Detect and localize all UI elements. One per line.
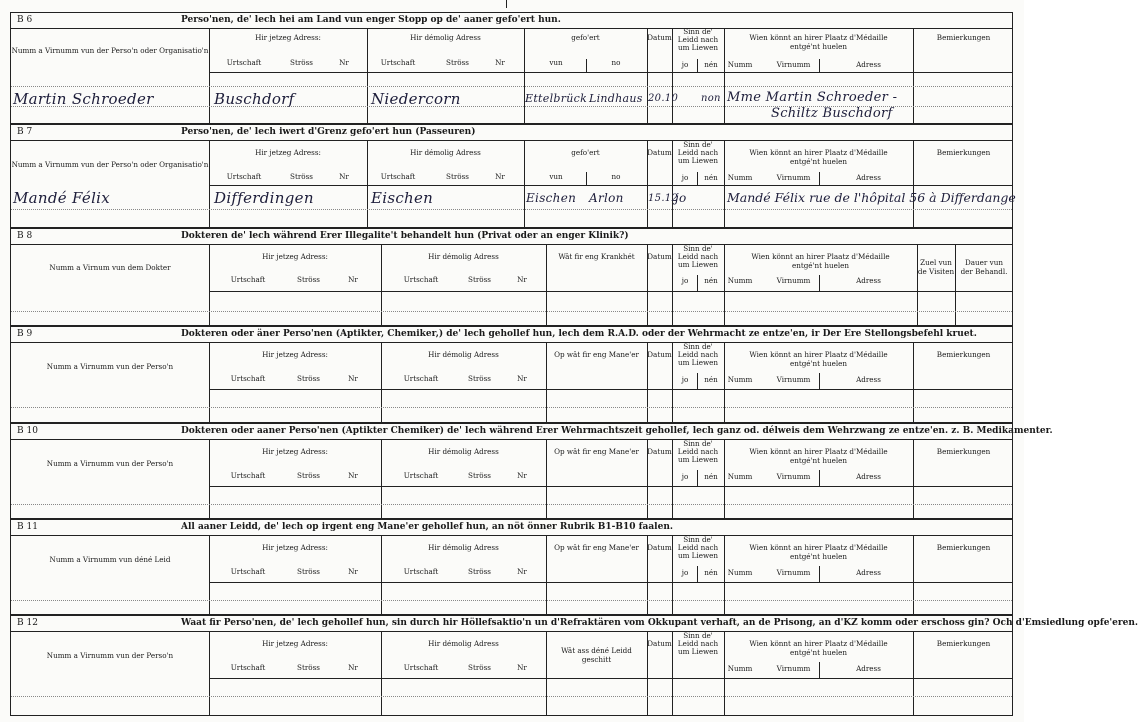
entry-current-town: Differdingen xyxy=(214,189,314,207)
section-b6: B 6 Perso'nen, de' lech hei am Land vun enger Stopp op de' aaner gefo'ert hun. Numm a Virnumm vun der Perso'n oder Organisatio'n Hir jetzeg Adress: Urtschaft Ströss Nr Hir démolig Adress Urtschaft Ströss Nr gefo'ert vun no Datum Sinn de' Leidd nach um Liewen jo nén Wien könnt an hirer Plaatz d'Médaille entgé'nt huelen Numm Virnumm Adress Bemierkungen Martin Schroeder Buschdorf Niedercorn Ettelbrück Lindhaus 20.10 non Mme Martin Schroeder - Schiltz Buschdorf xyxy=(10,12,1013,124)
entry-name: Martin Schroeder xyxy=(13,90,154,108)
entry-to: Arlon xyxy=(589,191,624,205)
col-transported-header: gefo'ert xyxy=(571,33,600,42)
entry-name: Mandé Félix xyxy=(13,189,111,207)
section-id: B 7 xyxy=(17,127,33,137)
entry-alive: non xyxy=(701,93,721,104)
col-date-header: Datum xyxy=(647,33,672,42)
col-person-name-header: Numm a Virnumm vun der Perso'n xyxy=(46,651,174,660)
section-b7: B 7 Perso'nen, de' lech iwert d'Grenz gefo'ert hun (Passeuren) Numm a Virnumm vun der Perso'n oder Organisatio'n Hir jetzeg Adress: Urtschaft Ströss Nr Hir démolig Adress Urtschaft Ströss Nr gefo'ert vun no Datum Sinn de' Leidd nach um Liewen jo nén Wien könnt an hirer Plaatz d'Médaille entgé'nt huelen Numm Virnumm Adress Bemierkungen Mandé Félix Differdingen Eischen Eischen Arlon 15.12 jo Mandé Félix rue de l'hôpital 56 à Differdange xyxy=(10,124,1013,228)
entry-recipient: Mme Martin Schroeder - xyxy=(727,90,898,105)
section-b11: B 11 All aaner Leidd, de' lech op irgent eng Mane'er gehollef hun, an nöt önner Rubrik B1-B10 faalen. Numm a Virnumm vun déné Leid Hir jetzeg Adress: Urtschaft Ströss Nr Hir démolig Adress Urtschaft Ströss Nr Op wât fir eng Mane'er Datum Sinn de' Leidd nach um Liewen jo nén Wien könnt an hirer Plaatz d'Médaille entgé'nt huelen Numm Virnumm Adress Bemierkungen xyxy=(10,519,1013,615)
entry-from: Eischen xyxy=(526,191,577,205)
section-id: B 11 xyxy=(17,522,38,532)
col-name-header: Numm a Virnumm vun der Perso'n oder Organisatio'n xyxy=(11,46,209,55)
col-doctor-name-header: Numm a Virnum vun dem Dokter xyxy=(49,263,171,272)
section-title: Perso'nen, de' lech iwert d'Grenz gefo'ert hun (Passeuren) xyxy=(181,127,476,137)
col-old-address-header: Hir démolig Adress xyxy=(410,33,481,42)
page-edge-mark xyxy=(506,0,507,8)
section-b9: B 9 Dokteren oder äner Perso'nen (Aptikter, Chemiker,) de' lech gehollef hun, lech dem R.A.D. oder der Wehrmacht ze entze'en, ir Der Ere Stellongsbefehl kruet. Numm a Virnumm vun der Perso'n Hir jetzeg Adress: Urtschaft Ströss Nr Hir démolig Adress Urtschaft Ströss Nr Op wât fir eng Mane'er Datum Sinn de' Leidd nach um Liewen jo nén Wien könnt an hirer Plaatz d'Médaille entgé'nt huelen Numm Virnumm Adress Bemierkungen xyxy=(10,326,1013,423)
section-b12: B 12 Waat fir Perso'nen, de' lech gehollef hun, sin durch hir Höllefsaktio'n un d'Refraktären vom Okkupant verhaft, an de Prisong, an d'KZ komm oder erschoss gin? Och d'Emsiedlung opfe'eren. Numm a Virnumm vun der Perso'n Hir jetzeg Adress: Urtschaft Ströss Nr Hir démolig Adress Urtschaft Ströss Nr Wât ass déné Leidd geschitt Datum Sinn de' Leidd nach um Liewen Wien könnt an hirer Plaatz d'Médaille entgé'nt huelen Numm Virnumm Adress Bemierkungen xyxy=(10,615,1013,716)
entry-recipient-line2: Schiltz Buschdorf xyxy=(771,106,893,121)
entry-alive: jo xyxy=(675,191,687,205)
entry-date: 15.12 xyxy=(648,193,679,204)
section-id: B 12 xyxy=(17,618,38,628)
entry-date: 20.10 xyxy=(648,93,679,104)
section-title: All aaner Leidd, de' lech op irgent eng Mane'er gehollef hun, an nöt önner Rubrik B1-B10 faalen. xyxy=(181,522,673,532)
section-title: Waat fir Perso'nen, de' lech gehollef hun, sin durch hir Höllefsaktio'n un d'Refraktären vom Okkupant verhaft, an de Prisong, an d'KZ komm oder erschoss gin? Och d'Emsiedlung opfe'eren. xyxy=(181,618,1138,628)
col-people-name-header: Numm a Virnumm vun déné Leid xyxy=(49,555,171,564)
col-medal-header: Wien könnt an hirer Plaatz d'Médaille xyxy=(749,33,888,42)
section-title: Dokteren oder aaner Perso'nen (Aptikter Chemiker) de' lech während Erer Wehrmachtszeit gehollef, lech ganz od. délweis dem Wehrzwang ze entze'en. z. B. Medikamenter. xyxy=(181,426,1053,436)
section-id: B 10 xyxy=(17,426,38,436)
section-b8: B 8 Dokteren de' lech während Erer Illegalite't behandelt hun (Privat oder an enger Klinik?) Numm a Virnum vun dem Dokter Hir jetzeg Adress: Urtschaft Ströss Nr Hir démolig Adress Urtschaft Ströss Nr Wât fir eng Krankhét Datum Sinn de' Leidd nach um Liewen jo nén Wien könnt an hirer Plaatz d'Médaille entgé'nt huelen Numm Virnumm Adress Zuel vun de Visiten Dauer vun der Behandl. xyxy=(10,228,1013,326)
entry-old-town: Eischen xyxy=(371,189,434,207)
section-id: B 9 xyxy=(17,329,33,339)
entry-recipient: Mandé Félix rue de l'hôpital 56 à Differdange xyxy=(727,190,1016,205)
col-name-header: Numm a Virnumm vun der Perso'n oder Organisatio'n xyxy=(11,160,209,169)
col-person-name-header: Numm a Virnumm vun der Perso'n xyxy=(46,362,174,371)
section-id: B 8 xyxy=(17,231,33,241)
section-title: Dokteren oder äner Perso'nen (Aptikter, Chemiker,) de' lech gehollef hun, lech dem R.A.D. oder der Wehrmacht ze entze'en, ir Der Ere Stellongsbefehl kruet. xyxy=(181,329,977,339)
col-what-happened-header: Wât ass déné Leidd xyxy=(561,646,632,655)
col-illness-header: Wât fir eng Krankhét xyxy=(558,252,635,261)
section-id: B 6 xyxy=(17,15,33,25)
entry-current-town: Buschdorf xyxy=(214,90,295,108)
col-manner-header: Op wât fir eng Mane'er xyxy=(554,350,639,359)
entry-to: Lindhaus xyxy=(589,92,643,105)
entry-old-town: Niedercorn xyxy=(371,90,461,108)
col-remarks-header: Bemierkungen xyxy=(936,33,991,42)
col-person-name-header: Numm a Virnumm vun der Perso'n xyxy=(46,459,174,468)
section-b10: B 10 Dokteren oder aaner Perso'nen (Aptikter Chemiker) de' lech während Erer Wehrmachtszeit gehollef, lech ganz od. délweis dem Wehrzwang ze entze'en. z. B. Medikamenter. Numm a Virnumm vun der Perso'n Hir jetzeg Adress: Urtschaft Ströss Nr Hir démolig Adress Urtschaft Ströss Nr Op wât fir eng Mane'er Datum Sinn de' Leidd nach um Liewen jo nén Wien könnt an hirer Plaatz d'Médaille entgé'nt huelen Numm Virnumm Adress Bemierkungen xyxy=(10,423,1013,519)
col-current-address-header: Hir jetzeg Adress: xyxy=(255,33,321,42)
entry-from: Ettelbrück xyxy=(525,92,588,105)
section-title: Dokteren de' lech während Erer Illegalite't behandelt hun (Privat oder an enger Klinik?) xyxy=(181,231,629,241)
section-title: Perso'nen, de' lech hei am Land vun enger Stopp op de' aaner gefo'ert hun. xyxy=(181,15,561,25)
